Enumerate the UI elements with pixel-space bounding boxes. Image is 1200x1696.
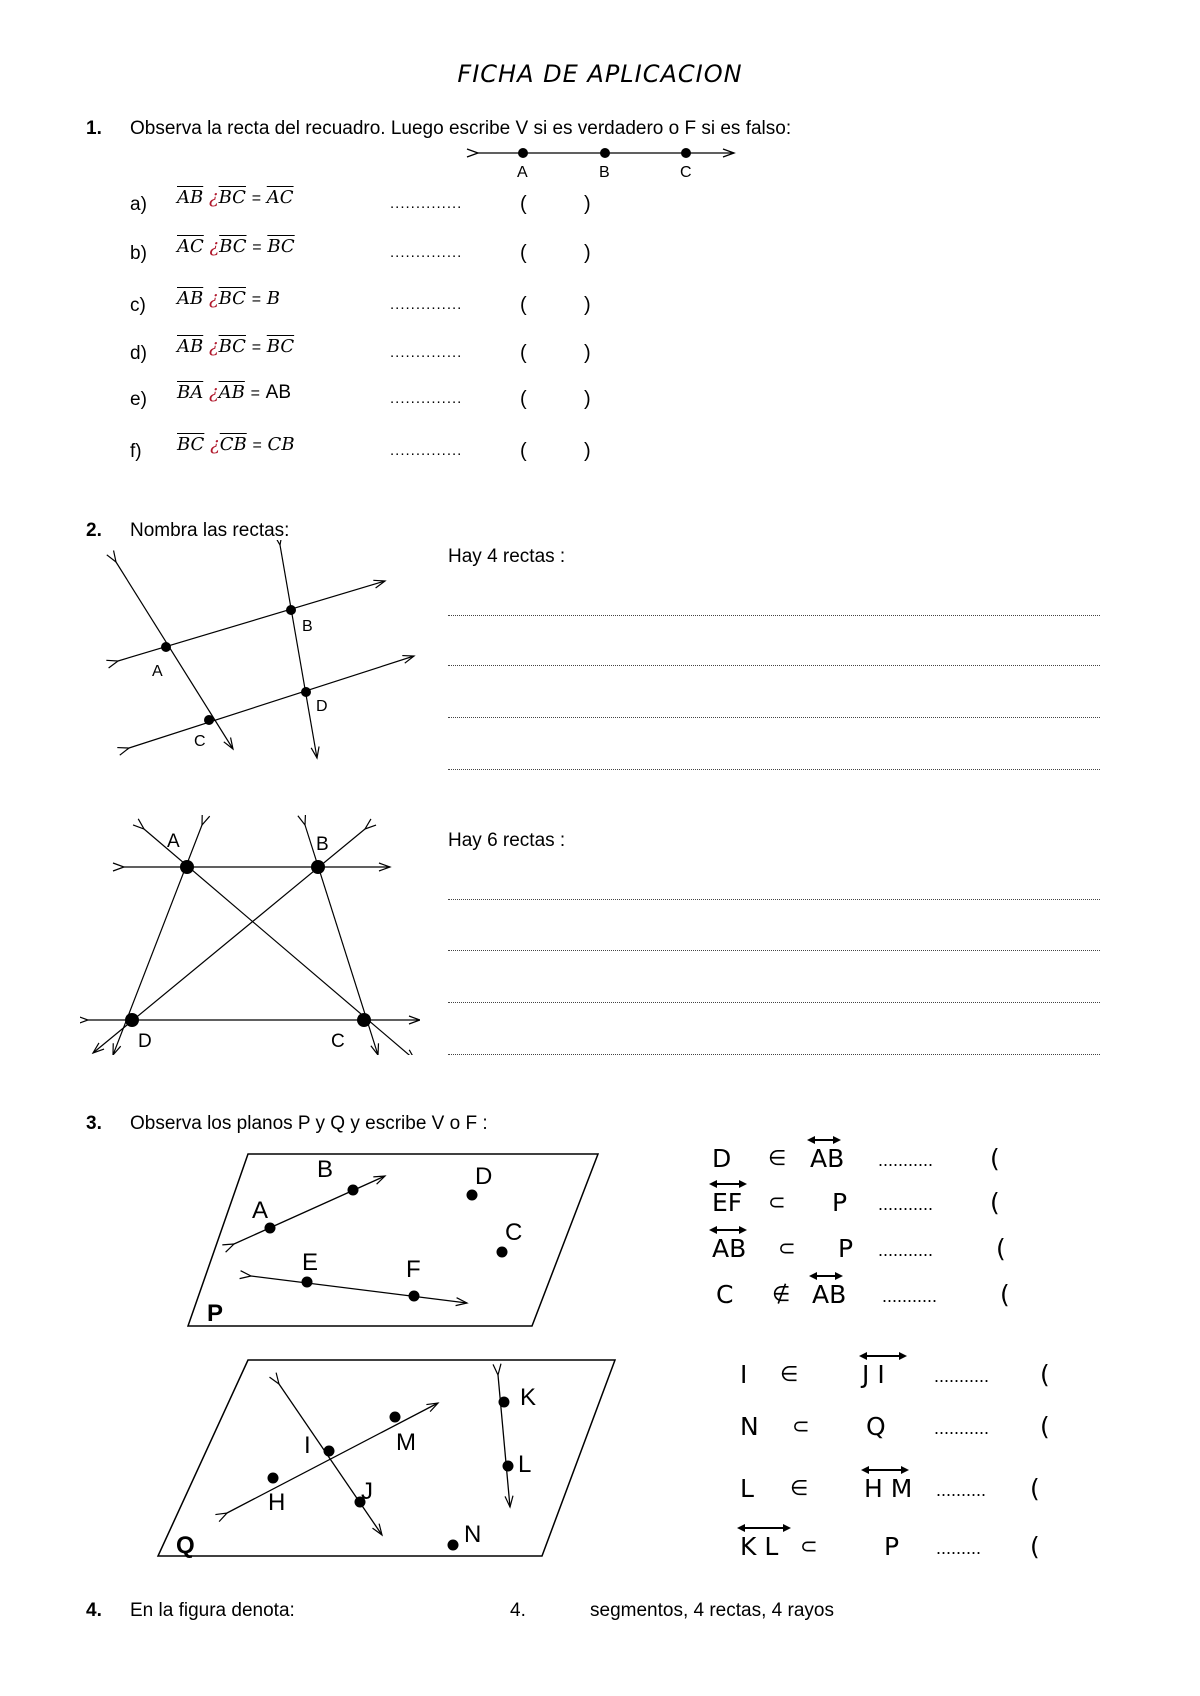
answer-line[interactable] [448, 899, 1100, 900]
q1-answer-open[interactable]: ( [520, 440, 527, 462]
plane-p-figure [180, 1140, 630, 1340]
q4-instruction: En la figura denota: [130, 1600, 295, 1621]
expr-equals: = [250, 385, 260, 402]
fig2-label-c: C [331, 1031, 345, 1052]
statement-object: P [838, 1234, 854, 1263]
statement-symbol: ∈ [780, 1362, 799, 1386]
q1-answer-open[interactable]: ( [520, 342, 527, 364]
statement-subject: C [716, 1280, 734, 1309]
expr-operator: ¿ [209, 236, 220, 257]
q1-item-dots: .............. [390, 195, 463, 212]
answer-line[interactable] [448, 769, 1100, 770]
statement-dots: ........... [878, 1240, 934, 1260]
statement-symbol: ∈ [768, 1146, 787, 1170]
q3-instruction: Observa los planos P y Q y escribe V o F : [130, 1113, 488, 1134]
q1-answer-close[interactable]: ) [584, 342, 591, 364]
q1-answer-close[interactable]: ) [584, 193, 591, 215]
plane-p-name: P [207, 1300, 224, 1327]
plane-p-label-a: A [252, 1197, 269, 1224]
statement-answer-paren[interactable]: ( [1030, 1532, 1040, 1561]
answer-line[interactable] [448, 665, 1100, 666]
q1-number: 1. [86, 118, 102, 139]
q1-answer-close[interactable]: ) [584, 242, 591, 264]
expr-equals: = [251, 291, 262, 308]
statement-subject: D [712, 1144, 732, 1173]
fig1-label-d: D [316, 698, 328, 715]
q4-number: 4. [86, 1600, 102, 1621]
expr-result: CB [267, 434, 295, 455]
statement-answer-paren[interactable]: ( [1000, 1280, 1010, 1309]
statement-subject: N [740, 1412, 759, 1441]
hay-6-rectas: Hay 6 rectas : [448, 830, 566, 851]
plane-q-label-k: K [520, 1384, 537, 1411]
expr-left: $\overline{AB}$ [177, 187, 204, 208]
statement-object: P [832, 1188, 848, 1217]
q1-point-a [518, 148, 528, 158]
fig1-label-b: B [302, 618, 313, 635]
q1-item-label: d) [130, 343, 147, 364]
statement-dots: ........... [934, 1418, 990, 1438]
q1-item-expression [177, 434, 295, 455]
plane-q-label-j: J [361, 1478, 373, 1505]
fig1-label-c: C [194, 733, 206, 750]
answer-line[interactable] [448, 717, 1100, 718]
expr-result: $\overline{BC}$ [266, 336, 295, 357]
expr-right: $\overline{BC}$ [218, 187, 246, 208]
statement-answer-paren[interactable]: ( [990, 1188, 1000, 1217]
statement-object: J I [862, 1360, 885, 1389]
plane-q-name: Q [176, 1532, 195, 1559]
statement-subject: L [740, 1474, 754, 1503]
expr-operator: ¿ [208, 187, 219, 208]
expr-right: $\overline{BC}$ [219, 236, 247, 257]
plane-q-label-m: M [396, 1429, 416, 1456]
q1-answer-open[interactable]: ( [520, 294, 527, 316]
statement-object: H M [864, 1474, 913, 1503]
q1-item-label: b) [130, 243, 147, 264]
plane-q-label-l: L [518, 1451, 532, 1478]
q1-point-b [600, 148, 610, 158]
statement-dots: ........... [882, 1286, 938, 1306]
expr-operator: ¿ [208, 288, 219, 309]
q1-instruction: Observa la recta del recuadro. Luego escribe V si es verdadero o F si es falso: [130, 118, 792, 139]
answer-line[interactable] [448, 615, 1100, 616]
statement-answer-paren[interactable]: ( [1030, 1474, 1040, 1503]
statement-subject: I [740, 1360, 748, 1389]
statement-dots: ........... [878, 1150, 934, 1170]
plane-p-label-d: D [475, 1163, 493, 1190]
q1-item-dots: .............. [390, 390, 463, 407]
statement-dots: ........... [934, 1366, 990, 1386]
q2-figure-1 [100, 540, 430, 760]
q1-answer-close[interactable]: ) [584, 294, 591, 316]
expr-left: $\overline{AC}$ [177, 236, 204, 257]
q1-answer-open[interactable]: ( [520, 242, 527, 264]
statement-subject: AB [712, 1234, 747, 1263]
q4-answer-number: 4. [510, 1600, 526, 1621]
expr-left: $\overline{BC}$ [177, 434, 205, 455]
expr-result: $\overline{BC}$ [267, 236, 295, 257]
plane-p-label-e: E [302, 1249, 319, 1276]
q1-label-c: C [680, 164, 692, 181]
statement-dots: .......... [936, 1480, 987, 1500]
hay-4-rectas: Hay 4 rectas : [448, 546, 566, 567]
statement-subject: K L [740, 1532, 779, 1561]
q1-item-expression [177, 288, 280, 309]
q1-item-dots: .............. [390, 344, 463, 361]
plane-q-figure [150, 1350, 630, 1580]
expr-right: $\overline{BC}$ [218, 288, 246, 309]
expr-operator: ¿ [208, 336, 219, 357]
q1-item-expression [177, 236, 295, 257]
q1-item-label: e) [130, 389, 147, 410]
fig2-label-a: A [167, 831, 180, 852]
q1-item-label: f) [130, 441, 142, 462]
statement-subject: EF [712, 1188, 743, 1217]
answer-line[interactable] [448, 1002, 1100, 1003]
statement-symbol: ⊂ [768, 1190, 786, 1214]
expr-result: B [266, 288, 281, 309]
expr-result: $\overline{AC}$ [266, 187, 294, 208]
expr-left: $\overline{AB}$ [177, 288, 204, 309]
expr-operator: ¿ [208, 382, 219, 403]
expr-left: $\overline{BA}$ [177, 382, 204, 403]
fig1-label-a: A [152, 663, 163, 680]
statement-object: AB [810, 1144, 845, 1173]
statement-answer-paren[interactable]: ( [1040, 1412, 1050, 1441]
q1-answer-close[interactable]: ) [584, 440, 591, 462]
expr-equals: = [252, 239, 262, 256]
q1-item-label: a) [130, 194, 147, 215]
q1-item-expression [177, 187, 294, 208]
statement-symbol: ∈ [790, 1476, 809, 1500]
answer-line[interactable] [448, 1054, 1100, 1055]
page-title: FICHA DE APLICACION [457, 60, 743, 88]
plane-q-label-i: I [304, 1432, 311, 1459]
answer-line[interactable] [448, 950, 1100, 951]
q2-instruction: Nombra las rectas: [130, 520, 290, 541]
statement-object: AB [812, 1280, 847, 1309]
fig2-label-b: B [316, 834, 329, 855]
q3-number: 3. [86, 1113, 102, 1134]
plane-q-label-n: N [464, 1521, 482, 1548]
statement-symbol: ⊂ [778, 1236, 796, 1260]
fig2-label-d: D [138, 1031, 152, 1052]
statement-answer-paren[interactable]: ( [990, 1144, 1000, 1173]
q1-answer-close[interactable]: ) [584, 388, 591, 410]
plane-p-label-b: B [317, 1156, 334, 1183]
q2-figure-2 [80, 815, 420, 1055]
q1-answer-open[interactable]: ( [520, 193, 527, 215]
expr-right: $\overline{BC}$ [218, 336, 246, 357]
plane-q-label-h: H [268, 1489, 286, 1516]
q1-answer-open[interactable]: ( [520, 388, 527, 410]
q1-item-dots: .............. [390, 244, 463, 261]
q2-number: 2. [86, 520, 102, 541]
q1-item-dots: .............. [390, 296, 463, 313]
statement-dots: ........... [878, 1194, 934, 1214]
statement-dots: ......... [936, 1538, 982, 1558]
expr-right: $\overline{AB}$ [218, 382, 245, 403]
statement-answer-paren[interactable]: ( [1040, 1360, 1050, 1389]
q1-label-a: A [517, 164, 528, 181]
expr-equals: = [251, 339, 262, 356]
statement-symbol: ⊂ [800, 1534, 818, 1558]
expr-equals: = [251, 190, 262, 207]
q4-answer-text: segmentos, 4 rectas, 4 rayos [590, 1600, 834, 1621]
q1-item-label: c) [130, 295, 146, 316]
statement-object: P [884, 1532, 900, 1561]
q1-item-dots: .............. [390, 442, 463, 459]
expr-right: $\overline{CB}$ [219, 434, 247, 455]
q1-item-expression [177, 382, 291, 404]
plane-p-label-c: C [505, 1219, 523, 1246]
statement-symbol: ⊂ [792, 1414, 810, 1438]
q1-point-c [681, 148, 691, 158]
statement-answer-paren[interactable]: ( [996, 1234, 1006, 1263]
q1-item-expression [177, 336, 294, 357]
statement-object: Q [866, 1412, 886, 1441]
q1-label-b: B [599, 164, 610, 181]
plane-p-label-f: F [406, 1256, 421, 1283]
expr-result: AB [265, 382, 292, 403]
expr-operator: ¿ [210, 434, 220, 455]
expr-left: $\overline{AB}$ [177, 336, 204, 357]
statement-symbol: ∉ [772, 1282, 791, 1306]
expr-equals: = [252, 437, 262, 454]
